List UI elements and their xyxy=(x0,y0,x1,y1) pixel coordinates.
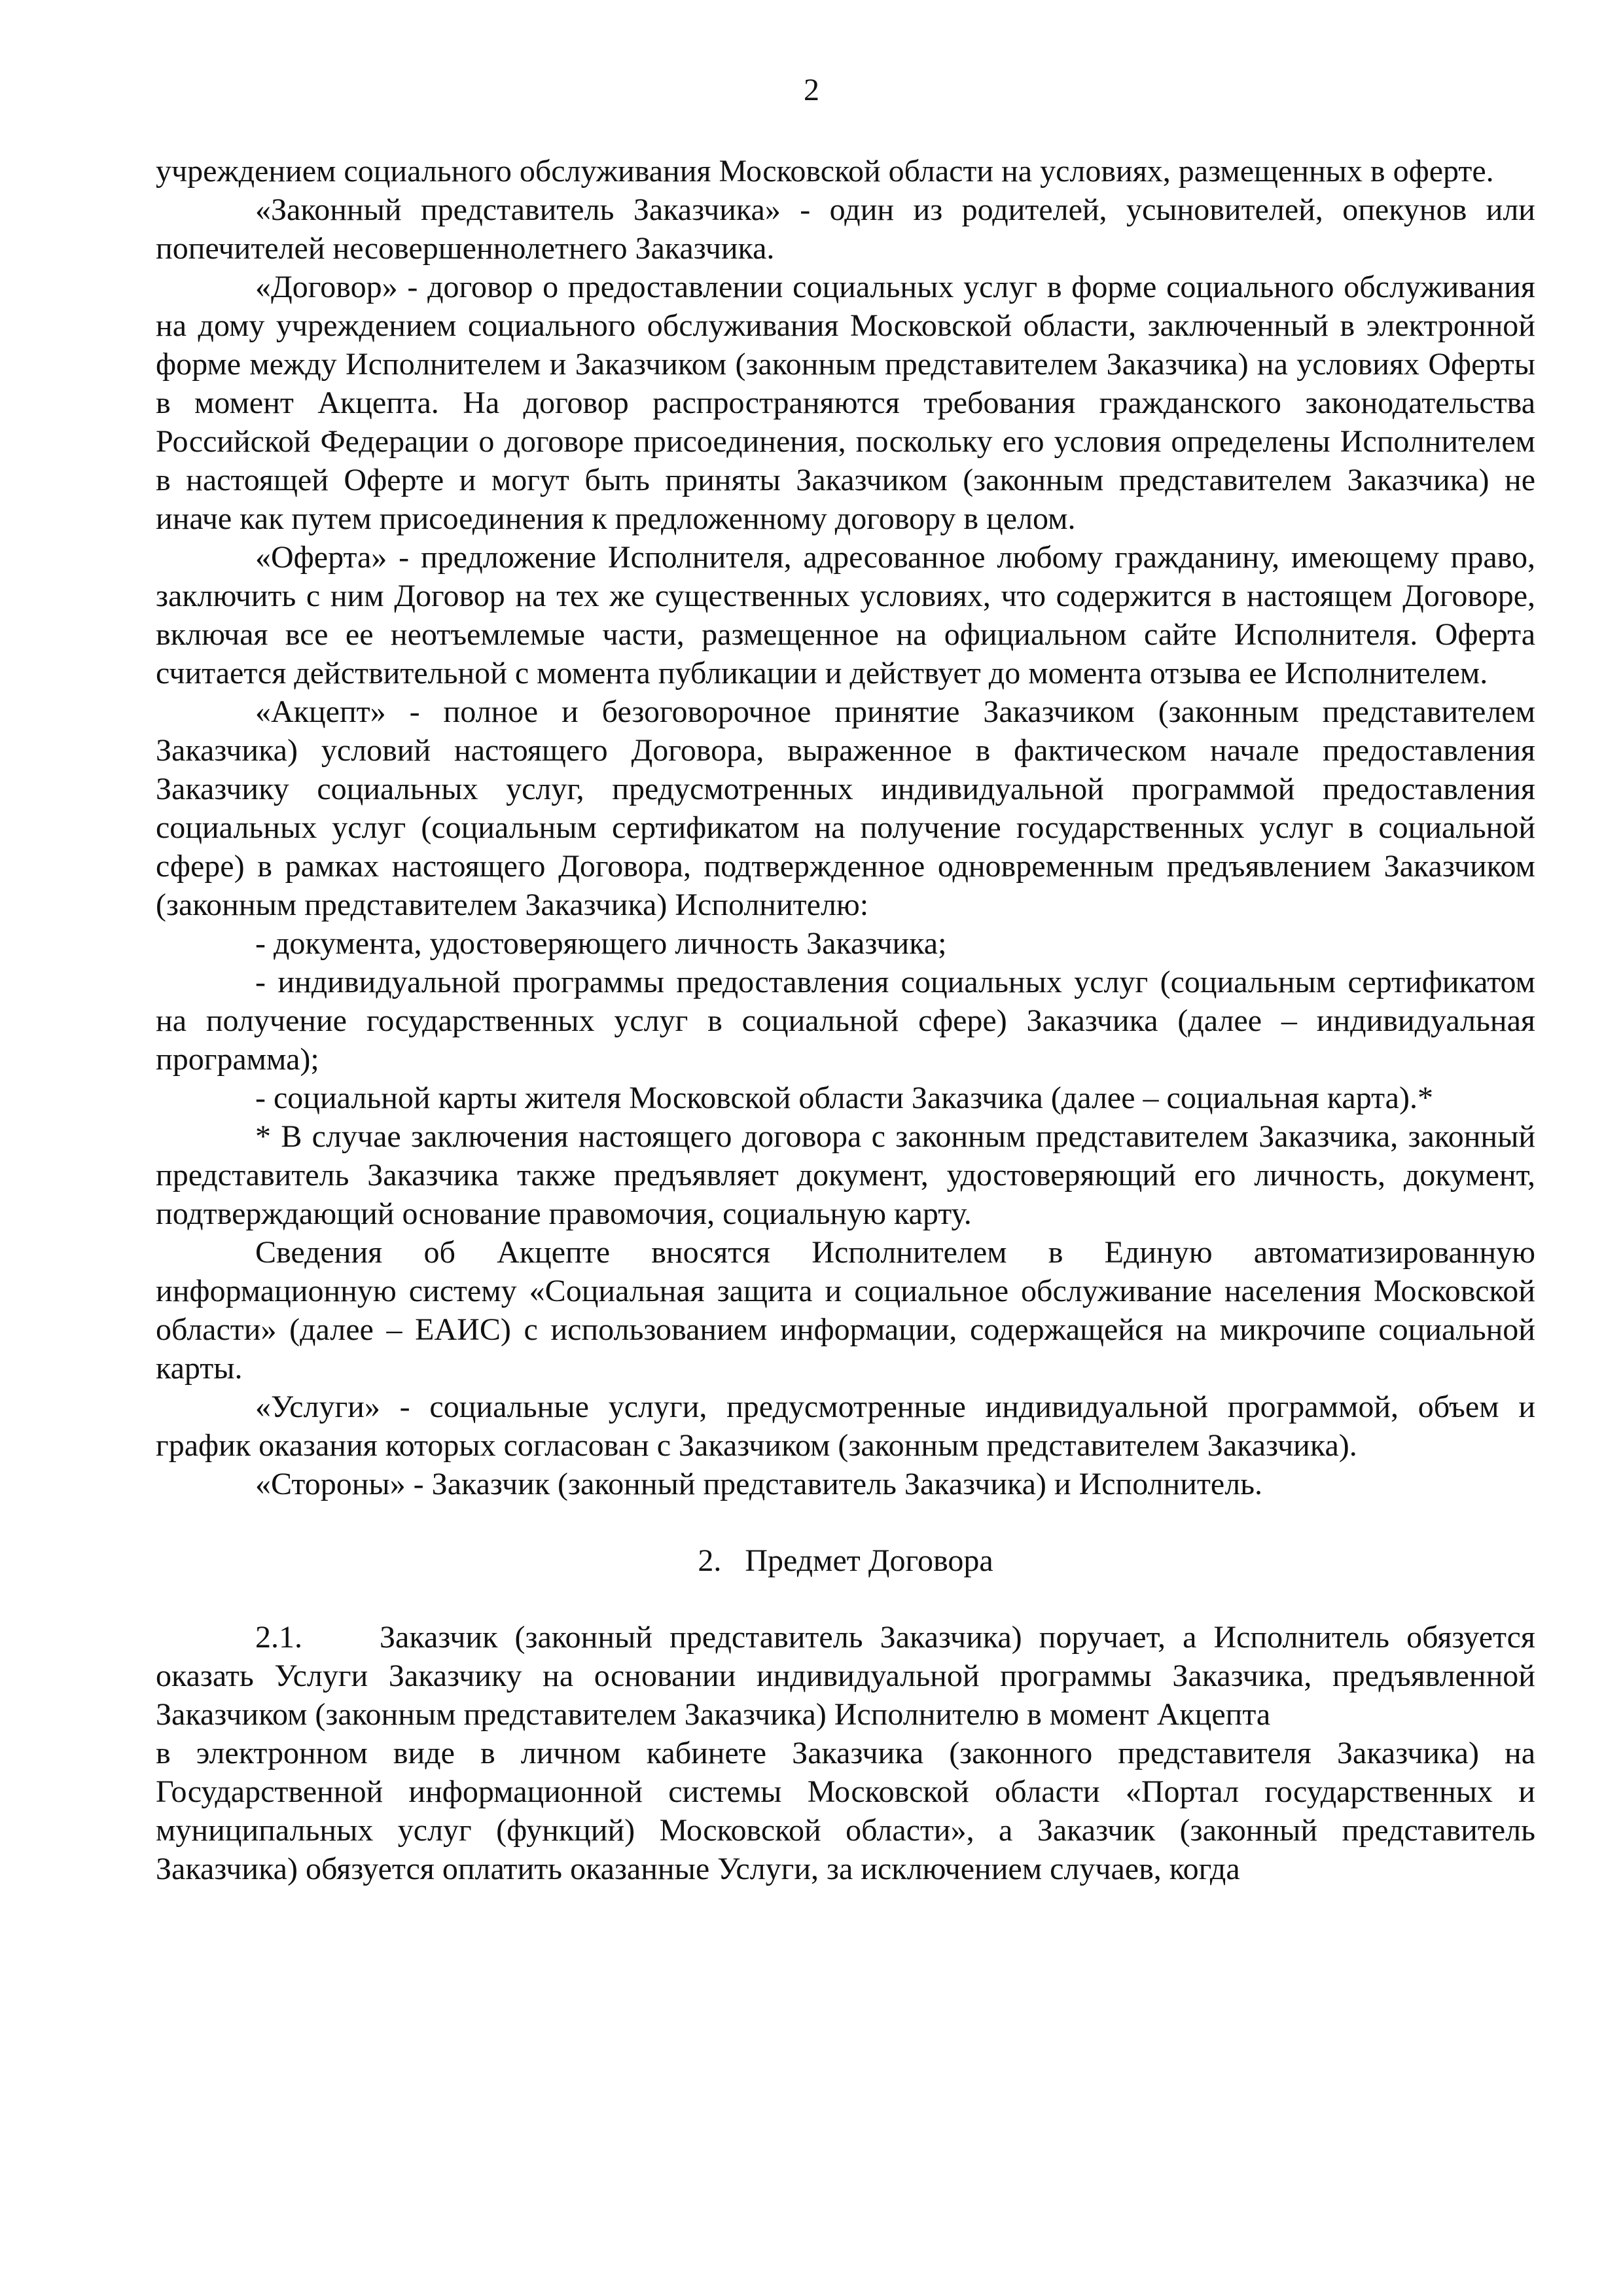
paragraph-services-definition: «Услуги» - социальные услуги, предусмотренные индивидуальной программой, объем и график оказания которых согласован с Заказчиком (законным представителем Заказчика). xyxy=(156,1390,1535,1463)
paragraph-acceptance-definition: «Акцепт» - полное и безоговорочное принятие Заказчиком (законным представителем Заказчика) условий настоящего Договора, выраженное в фактическом начале предоставления Заказчику социальных услуг, предусмотренных индивидуальной программой предоставления социальных услуг (социальным сертификатом на получение государственных услуг в социальной сфере) в рамках настоящего Договора, подтвержденное одновременным предъявлением Заказчиком (законным представителем Заказчика) Исполнителю: xyxy=(156,694,1535,922)
clause-2-1 xyxy=(156,1618,1535,1734)
clause-text-continuation: в электронном виде в личном кабинете Заказчика (законного представителя Заказчика) на Государственной информационной системы Московской области «Портал государственных и муниципальных услуг (функций) Московской области», а Заказчик (законный представитель Заказчика) обязуется оплатить оказанные Услуги, за исключением случаев, когда xyxy=(156,1736,1535,1886)
document-body xyxy=(156,152,1535,1888)
paragraph-eais: Сведения об Акцепте вносятся Исполнителем в Единую автоматизированную информационную систему «Социальная защита и социальное обслуживание населения Московской области» (далее – ЕАИС) с использованием информации, содержащейся на микрочипе социальной карты. xyxy=(156,1235,1535,1386)
paragraph-legal-representative: «Законный представитель Заказчика» - один из родителей, усыновителей, опекунов или попечителей несовершеннолетнего Заказчика. xyxy=(156,192,1535,266)
paragraph-offer-definition: «Оферта» - предложение Исполнителя, адресованное любому гражданину, имеющему право, заключить с ним Договор на тех же существенных условиях, что содержится в настоящем Договоре, включая все ее неотъемлемые части, размещенное на официальном сайте Исполнителя. Оферта считается действительной с момента публикации и действует до момента отзыва ее Исполнителем. xyxy=(156,540,1535,691)
paragraph-footnote: * В случае заключения настоящего договора с законным представителем Заказчика, законный представитель Заказчика также предъявляет документ, удостоверяющий его личность, документ, подтверждающий основание правомочия, социальную карту. xyxy=(156,1119,1535,1231)
list-item-social-card: - социальной карты жителя Московской области Заказчика (далее – социальная карта).* xyxy=(255,1081,1433,1115)
list-item-identity-document: - документа, удостоверяющего личность Заказчика; xyxy=(255,926,947,961)
paragraph-parties-definition: «Стороны» - Заказчик (законный представитель Заказчика) и Исполнитель. xyxy=(255,1467,1263,1501)
clause-text-part1: Заказчик (законный представитель Заказчика) поручает, а Исполнитель обязуется оказать Услуги Заказчику на основании индивидуальной программы Заказчика, предъявленной Заказчиком (законным представителем Заказчика) Исполнителю в момент Акцепта xyxy=(156,1620,1535,1732)
paragraph-contract-definition: «Договор» - договор о предоставлении социальных услуг в форме социального обслуживания на дому учреждением социального обслуживания Московской области, заключенный в электронной форме между Исполнителем и Заказчиком (законным представителем Заказчика) на условиях Оферты в момент Акцепта. На договор распространяются требования гражданского законодательства Российской Федерации о договоре присоединения, поскольку его условия определены Исполнителем в настоящей Оферте и могут быть приняты Заказчиком (законным представителем Заказчика) не иначе как путем присоединения к предложенному договору в целом. xyxy=(156,270,1535,536)
section-title: 2. Предмет Договора xyxy=(698,1543,993,1578)
page-number: 2 xyxy=(804,73,819,107)
list-item-individual-program: - индивидуальной программы предоставления социальных услуг (социальным сертификатом на получение государственных услуг в социальной сфере) Заказчика (далее – индивидуальная программа); xyxy=(156,965,1535,1077)
paragraph-continuation: учреждением социального обслуживания Московской области на условиях, размещенных в оферте. xyxy=(156,154,1494,188)
clause-number: 2.1. xyxy=(255,1620,302,1655)
